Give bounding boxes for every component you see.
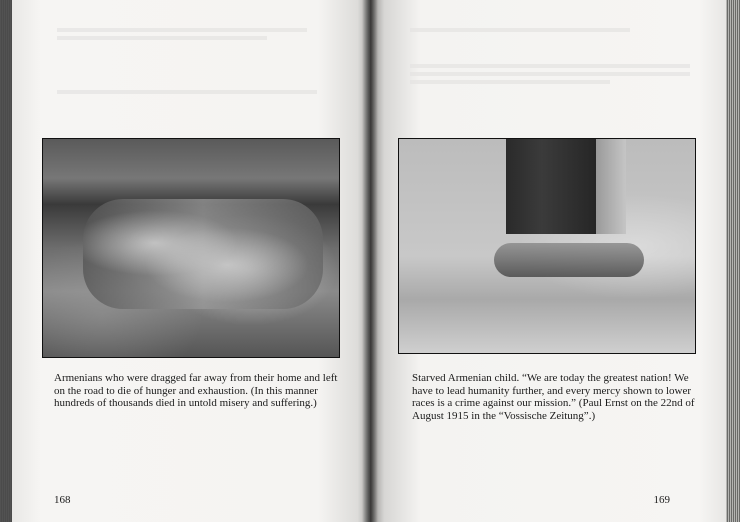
page-edges-right bbox=[726, 0, 740, 522]
bleed-through-line bbox=[410, 80, 610, 84]
bleed-through-line bbox=[410, 72, 690, 76]
photo-child-figure bbox=[494, 243, 644, 277]
bleed-through-line bbox=[410, 28, 630, 32]
bleed-through-line bbox=[57, 90, 317, 94]
photo-figures bbox=[83, 199, 323, 309]
photo-armenians-on-road bbox=[42, 138, 340, 358]
left-caption: Armenians who were dragged far away from their home and left on the road to die of hunger and exhaustion. (In this manner hundreds of thousands died in untold misery and suffering.) bbox=[54, 372, 338, 409]
page-number-right: 169 bbox=[653, 494, 670, 506]
page-number-left: 168 bbox=[54, 494, 71, 506]
bleed-through-line bbox=[410, 64, 690, 68]
left-page bbox=[12, 0, 372, 522]
photo-door-frame bbox=[596, 139, 626, 234]
right-caption: Starved Armenian child. “We are today the greatest nation! We have to lead humanity further, and every mercy shown to lower races is a crime against our mission.” (Paul Ernst on the 22nd of August 1915 in the “Vossische Zeitung”.) bbox=[412, 372, 695, 422]
right-page bbox=[370, 0, 728, 522]
photo-doorway bbox=[506, 139, 596, 234]
bleed-through-line bbox=[57, 28, 307, 32]
photo-starved-child bbox=[398, 138, 696, 354]
bleed-through-line bbox=[57, 36, 267, 40]
book-gutter bbox=[362, 0, 378, 522]
